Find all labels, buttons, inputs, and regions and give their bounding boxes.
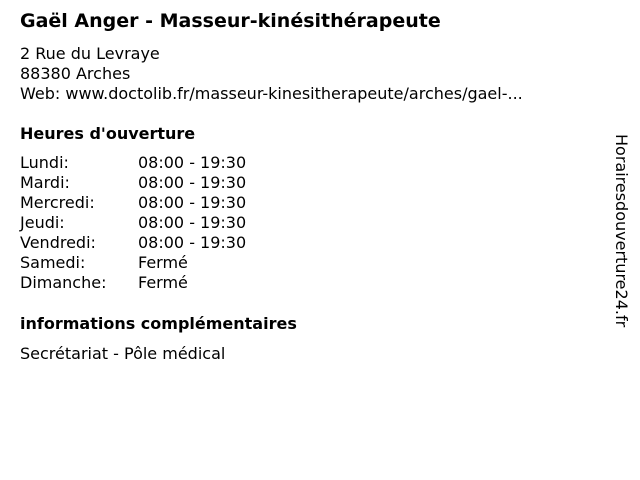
day-hours: 08:00 - 19:30 (138, 193, 247, 212)
day-hours: Fermé (138, 273, 188, 292)
day-hours: 08:00 - 19:30 (138, 173, 247, 192)
page-title: Gaël Anger - Masseur-kinésithérapeute (20, 10, 441, 32)
additional-info-text: Secrétariat - Pôle médical (20, 344, 226, 363)
day-label: Mercredi: (20, 193, 95, 212)
additional-info-heading: informations complémentaires (20, 314, 297, 333)
day-hours: 08:00 - 19:30 (138, 213, 247, 232)
website-link[interactable]: Web: www.doctolib.fr/masseur-kinesitherapeute/arches/gael-... (20, 84, 523, 103)
opening-hours-table (20, 153, 246, 293)
opening-hours-heading: Heures d'ouverture (20, 124, 196, 143)
day-label: Jeudi: (20, 213, 65, 232)
day-label: Dimanche: (20, 273, 107, 292)
hours-row-tuesday (20, 173, 246, 193)
address-city: 88380 Arches (20, 64, 131, 83)
hours-row-thursday (20, 213, 246, 233)
hours-row-monday (20, 153, 246, 173)
day-hours: 08:00 - 19:30 (138, 233, 247, 252)
address-street: 2 Rue du Levraye (20, 44, 160, 63)
address-block (20, 44, 523, 104)
day-label: Lundi: (20, 153, 69, 172)
hours-row-sunday (20, 273, 246, 293)
hours-row-saturday (20, 253, 246, 273)
day-hours: Fermé (138, 253, 188, 272)
hours-row-friday (20, 233, 246, 253)
hours-row-wednesday (20, 193, 246, 213)
day-label: Mardi: (20, 173, 70, 192)
day-label: Samedi: (20, 253, 86, 272)
day-hours: 08:00 - 19:30 (138, 153, 247, 172)
day-label: Vendredi: (20, 233, 96, 252)
site-watermark: Horairesdouverture24.fr (612, 134, 631, 328)
